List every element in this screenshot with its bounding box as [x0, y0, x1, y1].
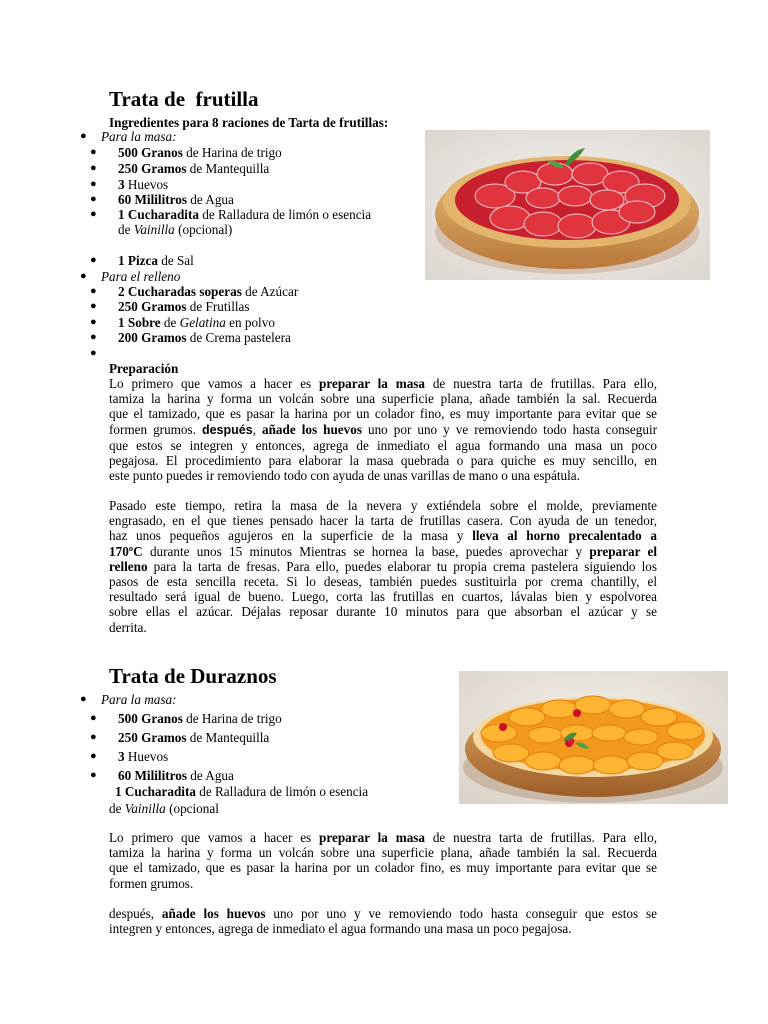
bullet-icon: ●: [90, 316, 97, 328]
paragraph-2: Pasado este tiempo, retira la masa de la nevera y extiéndela sobre el molde, previamente engrasado, en el que tienes pensado hacer la tarta de frutillas casera. Con ayuda de un tenedor, haz unos pequeños agujeros en la superficie de la masa y lleva al horno precalentado a 170ºC durante unos 15 minutos Mientras se hornea la base, puedes aprovechar y preparar el relleno para la tarta de fresas. Para ello, puedes elaborar tu propia crema pastelera siguiendo los pasos de esta sencilla receta. Si lo deseas, también puedes sustituirla por crema chantilly, el resultado será igual de bueno. Luego, corta las frutillas en cuartos, lávalas bien y espolvorea sobre ellas el azúcar. Déjalas reposar durante 10 minutos para que absorban el azúcar y se derrita.: [109, 498, 657, 635]
bullet-icon: ●: [90, 178, 97, 190]
masa-item: 250 Gramos de Mantequilla: [118, 730, 270, 745]
bullet-icon: ●: [90, 331, 97, 343]
paragraph-1: Lo primero que vamos a hacer es preparar la masa de nuestra tarta de frutillas. Para ello, tamiza la harina y forma un volcán sobre una superficie plana, añade también la sal. Recuerda que el tamizado, que es pasar la harina por un colador fino, es muy importante para evitar que se formen grumos. después, añade los huevos uno por uno y ve removiendo todo hasta conseguir que estos se integren y entonces, agrega de inmediato el agua formando una masa un poco pegajosa. El procedimiento para elaborar la masa quebrada o para quiche es muy sencillo, en este punto puedes ir removiendo todo con ayuda de unas varillas de mano o una espátula.: [109, 376, 658, 484]
masa-item: 250 Gramos de Mantequilla: [118, 161, 270, 176]
masa-item: 500 Granos de Harina de trigo: [118, 711, 282, 726]
masa-item: 60 Mililitros de Agua: [118, 768, 234, 783]
bullet-icon: ●: [80, 130, 87, 142]
ingredients-heading: Ingredientes para 8 raciones de Tarta de frutillas:: [109, 115, 389, 130]
masa-item: 1 Cucharadita de Ralladura de limón o esencia: [115, 784, 369, 799]
bullet-icon: ●: [90, 347, 97, 359]
bullet-icon: ●: [90, 731, 97, 743]
bullet-icon: ●: [90, 300, 97, 312]
bullet-icon: ●: [90, 750, 97, 762]
masa-item: 1 Pizca de Sal: [118, 253, 194, 268]
masa-item: 3 Huevos: [118, 177, 169, 192]
masa-item-continuation: de Vainilla (opcional: [109, 801, 219, 816]
bullet-icon: ●: [90, 208, 97, 220]
bullet-icon: ●: [80, 270, 87, 282]
relleno-item: 200 Gramos de Crema pastelera: [118, 330, 291, 345]
section1-title: Trata de frutilla: [109, 87, 259, 111]
prep-heading: Preparación: [109, 361, 179, 376]
strawberry-tart-image: [425, 130, 710, 280]
bullet-icon: ●: [90, 254, 97, 266]
relleno-item: 1 Sobre de Gelatina en polvo: [118, 315, 275, 330]
bullet-icon: ●: [90, 146, 97, 158]
peach-tart-image: [459, 671, 728, 804]
masa-label: Para la masa:: [101, 129, 177, 144]
bullet-icon: ●: [90, 193, 97, 205]
bullet-icon: ●: [90, 162, 97, 174]
masa-item-continuation: de Vainilla (opcional): [118, 222, 233, 237]
section2-title: Trata de Duraznos: [109, 664, 277, 688]
relleno-item: 2 Cucharadas soperas de Azúcar: [118, 284, 299, 299]
bullet-icon: ●: [90, 712, 97, 724]
paragraph-3: Lo primero que vamos a hacer es preparar la masa de nuestra tarta de frutillas. Para ello, tamiza la harina y forma un volcán sobre una superficie plana, añade también la sal. Recuerda que el tamizado, que es pasar la harina por un colador fino, es muy importante para evitar que se formen grumos.: [109, 830, 657, 891]
masa-item: 500 Granos de Harina de trigo: [118, 145, 282, 160]
paragraph-4: después, añade los huevos uno por uno y ve removiendo todo hasta conseguir que estos se integren y entonces, agrega de inmediato el agua formando una masa un poco pegajosa.: [109, 906, 657, 937]
bullet-icon: ●: [90, 285, 97, 297]
masa-item: 1 Cucharadita de Ralladura de limón o esencia: [118, 207, 372, 222]
relleno-item: 250 Gramos de Frutillas: [118, 299, 250, 314]
masa-item: 60 Mililitros de Agua: [118, 192, 234, 207]
bullet-icon: ●: [90, 769, 97, 781]
relleno-label: Para el relleno: [101, 269, 181, 284]
masa-item: 3 Huevos: [118, 749, 169, 764]
masa-label: Para la masa:: [101, 692, 177, 707]
bullet-icon: ●: [80, 693, 87, 705]
